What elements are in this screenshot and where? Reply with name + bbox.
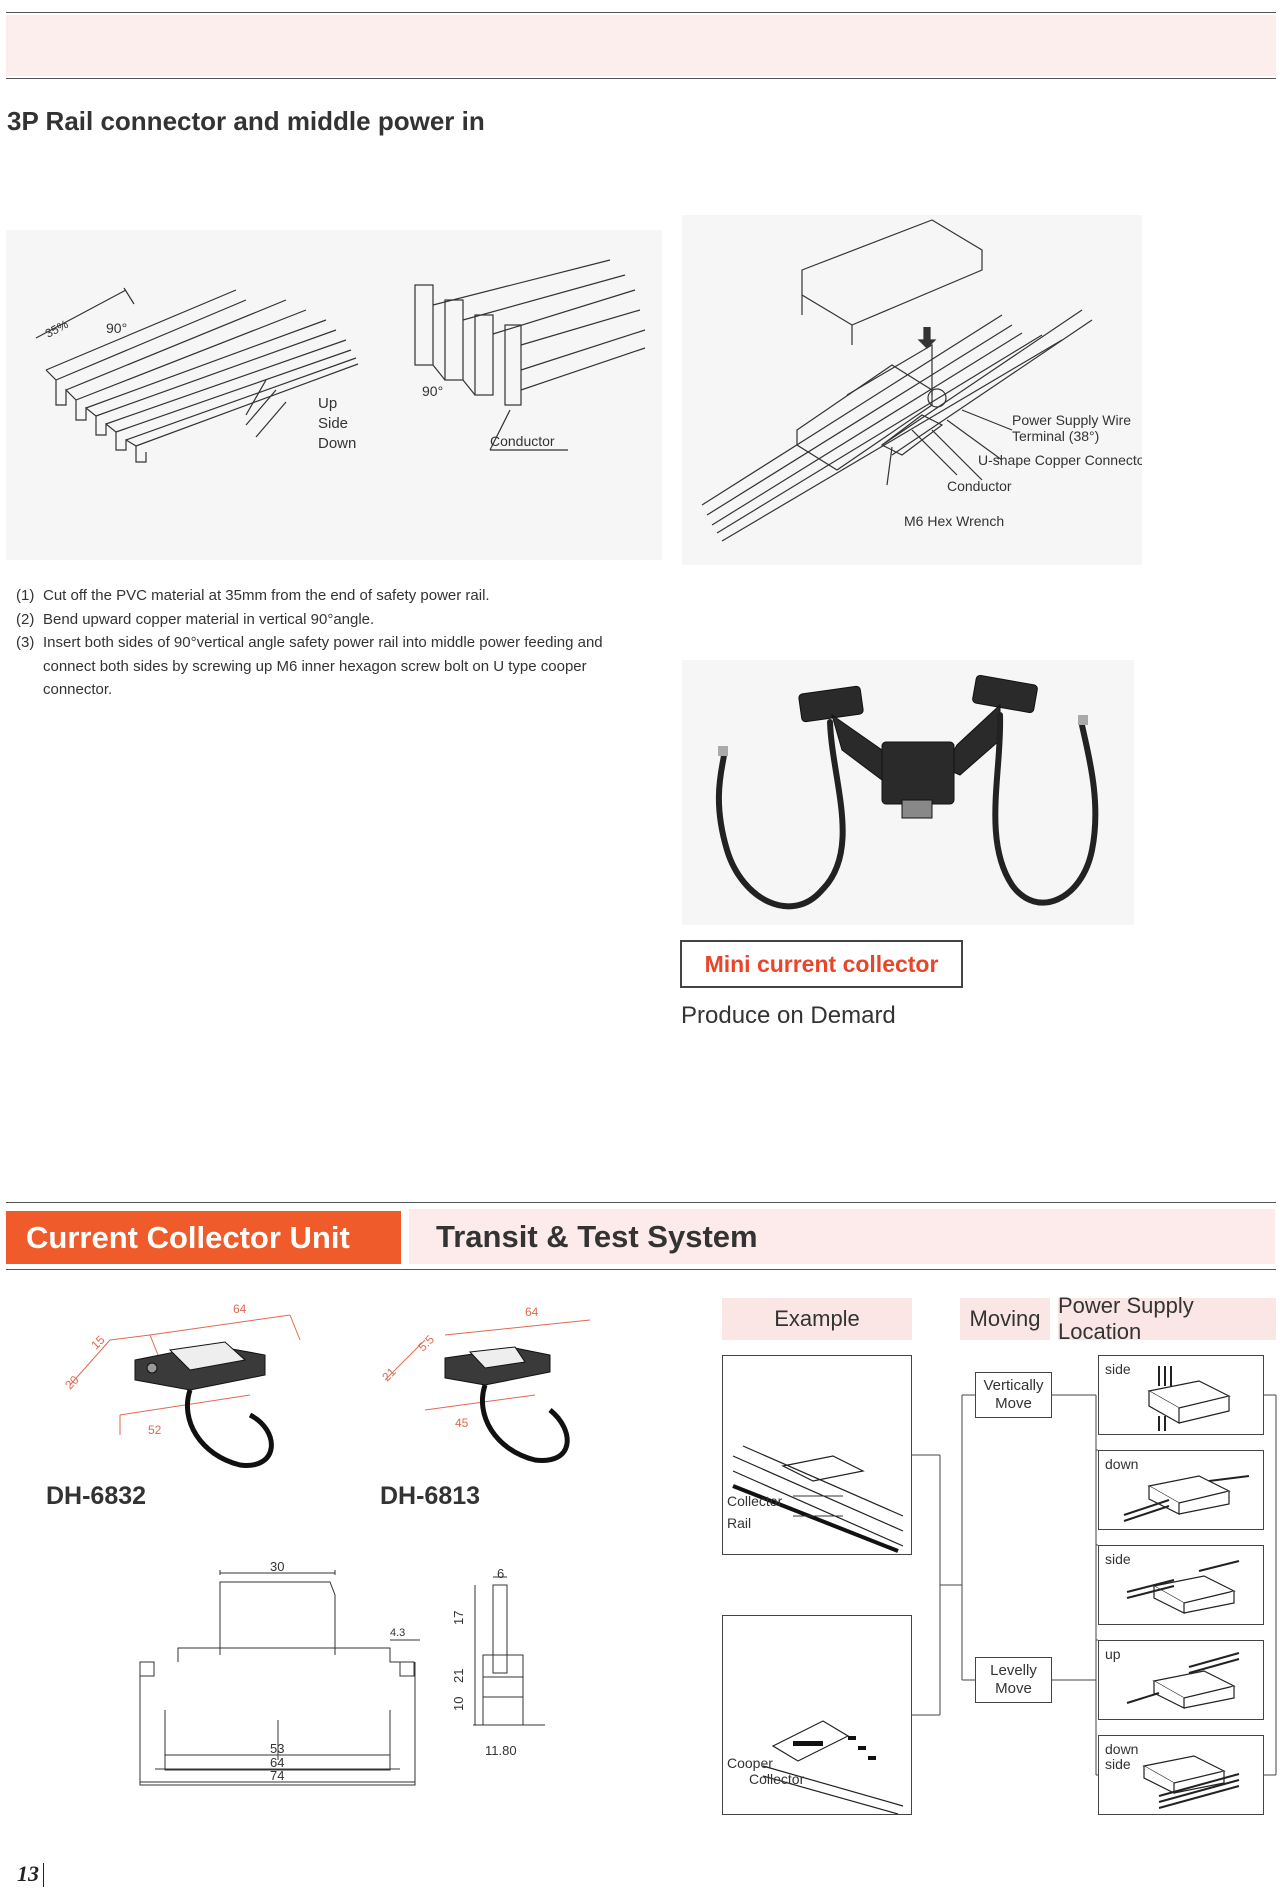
table-header-example: Example (722, 1298, 912, 1340)
location-label: side (1105, 1361, 1131, 1377)
table-header-location: Power Supply Location (1058, 1298, 1276, 1340)
step-number: (1) (16, 587, 35, 604)
svg-text:21: 21 (451, 1668, 466, 1683)
svg-text:Conductor: Conductor (947, 478, 1012, 494)
rail-bend-diagram (6, 230, 390, 560)
location-label: down side (1105, 1741, 1139, 1772)
svg-text:Power Supply Wire: Power Supply Wire (1012, 412, 1132, 428)
section-title: 3P Rail connector and middle power in (7, 106, 485, 136)
header-rule (6, 78, 1276, 79)
svg-text:20: 20 (62, 1372, 82, 1393)
moving-level: Levelly Move (975, 1657, 1052, 1703)
svg-text:17: 17 (451, 1610, 466, 1625)
ccu-title: Current Collector Unit (6, 1211, 401, 1264)
header-band (6, 15, 1276, 76)
svg-text:Cooper: Cooper (727, 1755, 773, 1771)
dh6813-drawing (375, 1300, 605, 1485)
location-box-down-side (1098, 1735, 1264, 1815)
mini-collector-subtitle: Produce on Demard (681, 1002, 896, 1029)
example-rail-drawing (723, 1356, 911, 1554)
mini-collector-label: Mini current collector (704, 950, 939, 977)
svg-text:35%: 35% (42, 317, 71, 341)
svg-text:5.5: 5.5 (415, 1332, 437, 1355)
svg-text:53: 53 (270, 1741, 285, 1756)
step-item (16, 584, 636, 608)
middle-power-feeder-diagram (682, 215, 1142, 565)
ccu-bottom-rule (6, 1269, 1276, 1270)
transit-title: Transit & Test System (409, 1209, 1275, 1264)
instruction-steps (16, 584, 636, 702)
mini-collector-label-box (680, 940, 963, 988)
step-text: Cut off the PVC material at 35mm from the end of safety power rail. (43, 587, 490, 604)
step-text: Bend upward copper material in vertical 90°angle. (43, 610, 375, 628)
location-up-drawing (1099, 1641, 1263, 1719)
top-rule (6, 12, 1276, 13)
svg-text:64: 64 (233, 1302, 247, 1316)
table-header-moving: Moving (960, 1298, 1050, 1340)
step-number: (2) (16, 610, 35, 628)
front-technical-drawing (130, 1560, 430, 1800)
product-model-dh6832: DH-6832 (46, 1482, 147, 1510)
svg-text:Conductor: Conductor (490, 433, 555, 449)
location-box-side-1 (1098, 1355, 1264, 1435)
rail-bend-drawing (6, 230, 390, 560)
svg-text:Up: Up (318, 395, 338, 412)
side-technical-drawing (435, 1565, 555, 1765)
page-number: 13 (17, 1861, 39, 1886)
svg-text:64: 64 (525, 1305, 539, 1319)
svg-text:74: 74 (270, 1768, 285, 1783)
step-number: (3) (16, 634, 35, 651)
middle-power-feeder-drawing (682, 215, 1142, 565)
svg-text:Down: Down (318, 435, 357, 452)
conductor-drawing (390, 230, 662, 560)
svg-text:45: 45 (455, 1416, 469, 1430)
svg-text:6: 6 (497, 1566, 505, 1581)
svg-text:Terminal (38°): Terminal (38°) (1012, 428, 1100, 444)
product-model-dh6813: DH-6813 (380, 1482, 481, 1510)
mini-collector-photo (682, 660, 1134, 925)
svg-text:30: 30 (270, 1560, 285, 1574)
location-box-side-2 (1098, 1545, 1264, 1625)
svg-text:11.80: 11.80 (485, 1743, 517, 1758)
front-drawing (130, 1560, 430, 1800)
ccu-top-rule (6, 1202, 1276, 1203)
svg-text:64: 64 (270, 1755, 285, 1770)
step-item (16, 631, 636, 702)
page-number-divider (43, 1863, 44, 1887)
location-box-up (1098, 1640, 1264, 1720)
svg-text:15: 15 (88, 1332, 108, 1353)
dh6832-drawing (50, 1300, 310, 1485)
product-dh6813-image (375, 1300, 605, 1485)
svg-text:4.3: 4.3 (390, 1627, 406, 1639)
example-box-rail (722, 1355, 912, 1555)
moving-vertical: Vertically Move (975, 1372, 1052, 1418)
svg-text:M6 Hex Wrench: M6 Hex Wrench (904, 513, 1005, 529)
svg-text:10: 10 (451, 1696, 466, 1711)
example-cooper-drawing (723, 1616, 911, 1814)
location-label: up (1105, 1646, 1121, 1662)
example-box-cooper (722, 1615, 912, 1815)
side-drawing (435, 1565, 555, 1765)
svg-text:90°: 90° (106, 320, 128, 336)
mini-collector-drawing (682, 660, 1134, 925)
location-label: side (1105, 1551, 1131, 1567)
svg-text:U-shape Copper Connector: U-shape Copper Connector (978, 452, 1142, 468)
location-box-down (1098, 1450, 1264, 1530)
svg-text:52: 52 (148, 1423, 162, 1437)
svg-text:Collector: Collector (727, 1493, 783, 1509)
svg-text:Rail: Rail (727, 1515, 752, 1531)
location-label: down (1105, 1456, 1139, 1472)
conductor-diagram (390, 230, 662, 560)
step-item (16, 608, 636, 632)
product-dh6832-image (50, 1300, 310, 1485)
step-text: Insert both sides of 90°vertical angle safety power rail into middle power feeding and connect both sides by screwing up M6 inner hexagon screw bolt on U type cooper connector. (43, 634, 603, 698)
svg-text:Side: Side (318, 415, 349, 432)
svg-text:Collector: Collector (749, 1771, 805, 1787)
svg-text:90°: 90° (422, 383, 444, 399)
svg-text:21: 21 (379, 1364, 399, 1385)
